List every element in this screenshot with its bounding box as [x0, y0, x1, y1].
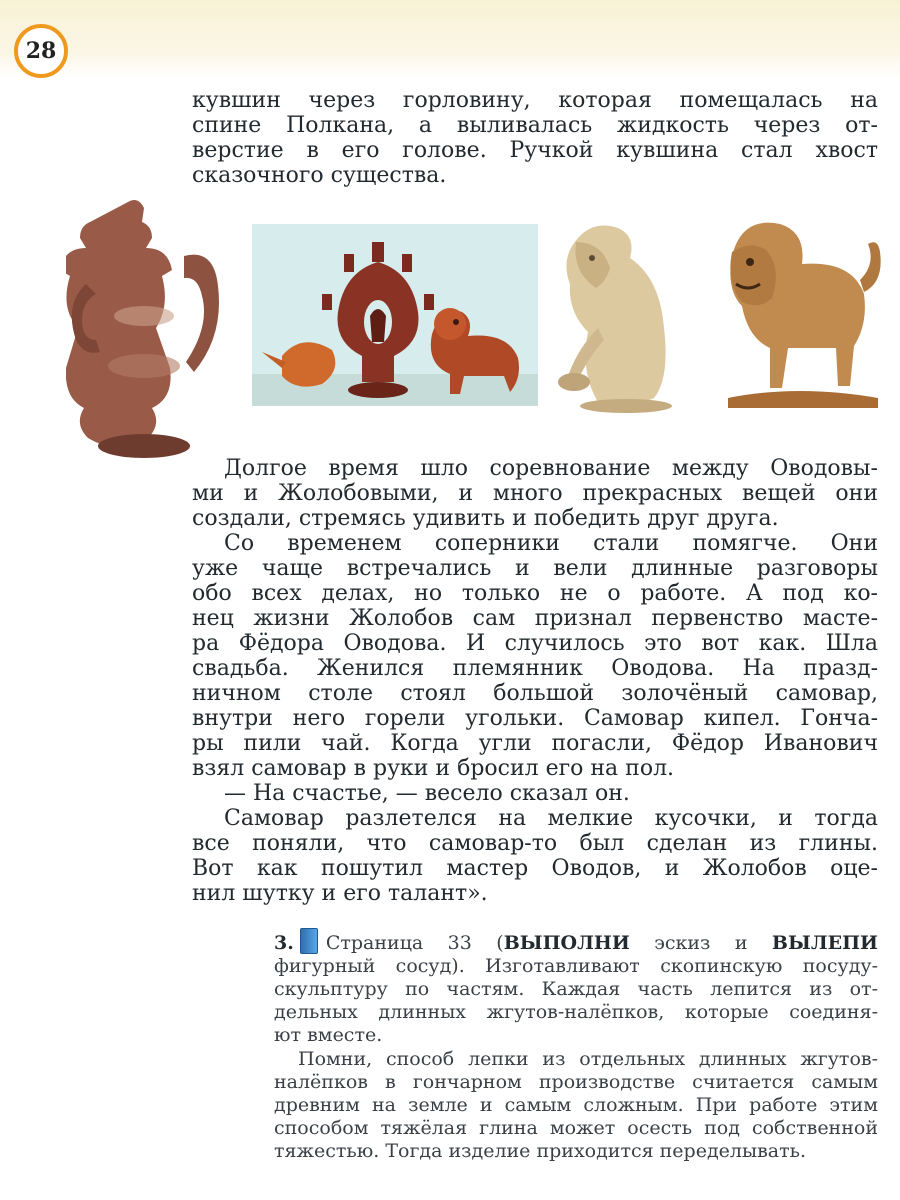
task-first-line [274, 928, 878, 955]
text-line: верстие в его голове. Ручкой кувшина стал хвост [192, 138, 878, 163]
text-line: — На счастье, — весело сказал он. [224, 781, 630, 806]
text-line: обо всех делах, но только не о работе. А под ко- [192, 581, 878, 606]
text-line: тяжестью. Тогда изделие приходится переделывать. [274, 1140, 807, 1162]
note-paragraph [274, 1048, 878, 1163]
text-line: нил шутку и его талант». [192, 881, 488, 906]
text-line: кувшин через горловину, которая помещалась на [192, 88, 878, 113]
task-block [274, 928, 878, 1047]
text-line: Со временем соперники стали помягче. Они [224, 531, 878, 556]
text-line: фигурный сосуд). Изготавливают скопинскую посуду- [274, 955, 878, 977]
seated-lion-photo [548, 218, 688, 414]
text-line: Самовар разлетелся на мелкие кусочки, и тогда [224, 806, 878, 831]
standing-lion-photo [718, 212, 882, 416]
text-line: все поняли, что самовар-то был сделан из глины. [192, 831, 878, 856]
page-number: 28 [14, 24, 68, 78]
task-number: 3. [274, 932, 294, 954]
text-line: ют вместе. [274, 1024, 383, 1046]
text-line: создали, стремясь удивить и победить друг друга. [192, 506, 779, 531]
text-line: спине Полкана, а выливалась жидкость через от- [192, 113, 878, 138]
text-line: сказочного существа. [192, 163, 447, 188]
text-line: ры пили чай. Когда угли погасли, Фёдор Иванович [192, 731, 878, 756]
text-line: Долгое время шло соревнование между Оводовы- [224, 456, 878, 481]
text-line: древним на земле и самым сложным. При работе этим [274, 1094, 878, 1116]
task-verb: ВЫЛЕПИ [771, 932, 878, 954]
story-paragraph [192, 456, 878, 906]
task-text: эскиз и [629, 932, 772, 954]
ornate-jug-photo [66, 196, 222, 464]
text-line: нец жизни Жолобов сам признал первенство масте- [192, 606, 878, 631]
task-text: Страница 33 ( [325, 932, 504, 954]
text-line: способом тяжёлая глина может осесть под собственной [274, 1117, 878, 1139]
text-line: дельных длинных жгутов-налёпков, которые соединя- [274, 1001, 878, 1023]
text-line: Вот как пошутил мастер Оводов, и Жолобов оце- [192, 856, 878, 881]
task-verb: ВЫПОЛНИ [503, 932, 630, 954]
text-line: скульптуру по частям. Каждая часть лепится из от- [274, 978, 878, 1000]
text-line: ми и Жолобовыми, и много прекрасных вещей они [192, 481, 878, 506]
text-line: взял самовар в руки и бросил его на пол. [192, 756, 675, 781]
text-line: свадьба. Женился племянник Оводова. На празд- [192, 656, 878, 681]
text-line: Помни, способ лепки из отдельных длинных жгутов- [298, 1048, 878, 1070]
text-line: налёпков в гончарном производстве считается самым [274, 1071, 878, 1093]
book-icon [300, 928, 318, 954]
text-line: ра Фёдора Оводова. И случилось это вот как. Шла [192, 631, 878, 656]
intro-paragraph [192, 88, 878, 188]
text-line: ничном столе стоял большой золочёный самовар, [192, 681, 878, 706]
clay-figures-group-photo [252, 224, 538, 406]
text-line: внутри него горели угольки. Самовар кипел. Гонча- [192, 706, 878, 731]
text-line: уже чаще встречались и вели длинные разговоры [192, 556, 878, 581]
header-band [0, 0, 900, 78]
